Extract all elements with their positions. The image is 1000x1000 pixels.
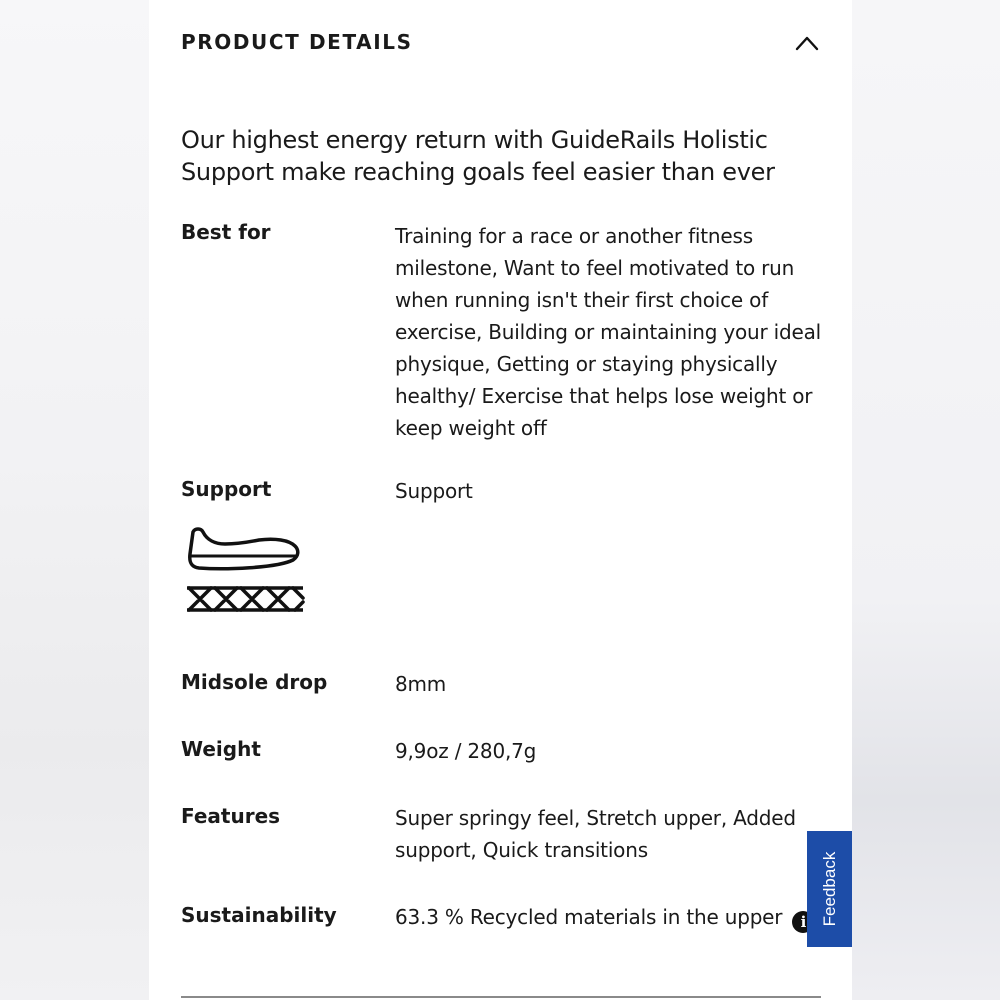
section-title: PRODUCT DETAILS [181, 30, 413, 54]
product-details-panel [149, 0, 852, 1000]
collapse-button[interactable] [793, 30, 821, 56]
midsole-drop-label: Midsole drop [181, 670, 328, 694]
sustainability-value [395, 901, 825, 933]
features-value: Super springy feel, Stretch upper, Added support, Quick transitions [395, 806, 796, 862]
background-right [852, 0, 1000, 1000]
divider [181, 996, 821, 998]
feedback-label: Feedback [819, 851, 839, 927]
features-label: Features [181, 804, 281, 828]
feedback-tab[interactable] [807, 831, 852, 947]
product-intro: Our highest energy return with GuideRails Holistic Support make reaching goals feel easier than ever [181, 126, 775, 186]
weight-value: 9,9oz / 280,7g [395, 739, 537, 763]
background-left [0, 0, 149, 1000]
best-for-label: Best for [181, 220, 271, 244]
sustainability-label: Sustainability [181, 903, 337, 927]
shoe-support-icon [185, 522, 305, 614]
support-value: Support [395, 479, 473, 503]
info-icon[interactable]: i [792, 911, 814, 933]
chevron-up-icon [793, 30, 821, 56]
support-label: Support [181, 477, 272, 501]
weight-label: Weight [181, 737, 261, 761]
midsole-drop-value: 8mm [395, 672, 447, 696]
best-for-value: Training for a race or another fitness milestone, Want to feel motivated to run when running isn't their first choice of exercise, Building or maintaining your ideal physique, Getting or staying physically healthy/ Exercise that helps lose weight or keep weight off [395, 224, 822, 440]
sustainability-text: 63.3 % Recycled materials in the upper [395, 905, 783, 929]
